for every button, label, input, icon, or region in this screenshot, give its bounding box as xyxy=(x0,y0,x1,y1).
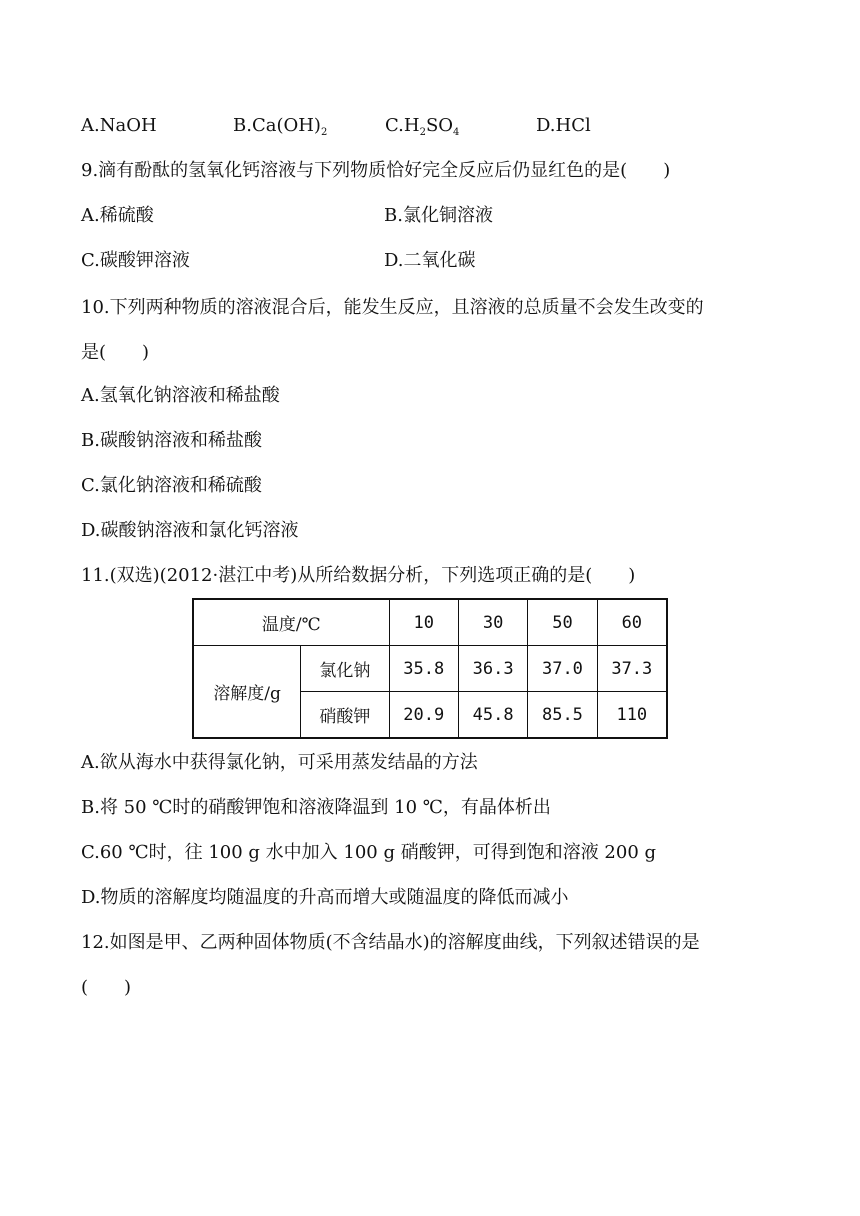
table-value-cell: 36.3 xyxy=(458,646,527,692)
q8-option-a: A.NaOH xyxy=(81,115,157,136)
table-row-group-label: 溶解度/g xyxy=(193,646,301,739)
table-value-cell: 37.0 xyxy=(528,646,597,692)
table-value-cell: 37.3 xyxy=(597,646,667,692)
q9-option-a: A.稀硫酸 xyxy=(81,205,154,226)
table-substance-cell: 硝酸钾 xyxy=(301,692,389,739)
q8-option-b-main: B.Ca(OH) xyxy=(233,115,321,136)
q8-option-c-sub2: 4 xyxy=(453,127,460,138)
q8-options-row xyxy=(81,113,781,139)
q9-options-row2 xyxy=(81,248,781,274)
q9-options-row1 xyxy=(81,203,781,229)
table-value-cell: 85.5 xyxy=(528,692,597,739)
q9-option-d: D.二氧化碳 xyxy=(384,250,476,271)
q8-option-c-sub1: 2 xyxy=(419,127,426,138)
q10-option-a: A.氢氧化钠溶液和稀盐酸 xyxy=(81,385,280,406)
q8-option-c-pre: C.H xyxy=(385,115,420,136)
table-temp-cell: 60 xyxy=(597,599,667,646)
table-value-cell: 45.8 xyxy=(458,692,527,739)
q11-stem: 11.(双选)(2012·湛江中考)从所给数据分析，下列选项正确的是( ) xyxy=(81,565,636,586)
q10-stem-line1: 10.下列两种物质的溶液混合后，能发生反应，且溶液的总质量不会发生改变的 xyxy=(81,297,704,318)
table-temp-cell: 10 xyxy=(389,599,458,646)
q10-option-c: C.氯化钠溶液和稀硫酸 xyxy=(81,475,262,496)
q8-option-b-sub: 2 xyxy=(320,127,328,138)
q10-stem-line2: 是( ) xyxy=(81,342,150,363)
q9-stem: 9.滴有酚酞的氢氧化钙溶液与下列物质恰好完全反应后仍显红色的是( ) xyxy=(81,160,671,181)
q8-option-c-mid: SO xyxy=(425,115,454,136)
q12-stem-line1: 12.如图是甲、乙两种固体物质(不含结晶水)的溶解度曲线，下列叙述错误的是 xyxy=(81,932,700,953)
table-value-cell: 110 xyxy=(597,692,667,739)
q10-option-b: B.碳酸钠溶液和稀盐酸 xyxy=(81,430,262,451)
q8-option-c xyxy=(385,113,459,146)
q9-option-c: C.碳酸钾溶液 xyxy=(81,250,190,271)
table-value-cell: 20.9 xyxy=(389,692,458,739)
q10-option-d: D.碳酸钠溶液和氯化钙溶液 xyxy=(81,520,299,541)
table-header-label: 温度/℃ xyxy=(193,599,389,646)
q8-option-d: D.HCl xyxy=(536,115,591,136)
table-substance-cell: 氯化钠 xyxy=(301,646,389,692)
q8-option-b xyxy=(233,113,327,146)
table-temp-cell: 50 xyxy=(528,599,597,646)
q11-option-a: A.欲从海水中获得氯化钠，可采用蒸发结晶的方法 xyxy=(81,752,478,773)
q9-option-b: B.氯化铜溶液 xyxy=(384,205,493,226)
solubility-table xyxy=(192,598,668,739)
q12-stem-line2: ( ) xyxy=(81,977,132,998)
table-row xyxy=(193,646,667,692)
q11-option-d: D.物质的溶解度均随温度的升高而增大或随温度的降低而减小 xyxy=(81,887,569,908)
q11-option-b: B.将 50 ℃时的硝酸钾饱和溶液降温到 10 ℃，有晶体析出 xyxy=(81,797,551,818)
table-header-row xyxy=(193,599,667,646)
table-value-cell: 35.8 xyxy=(389,646,458,692)
q11-option-c: C.60 ℃时，往 100 g 水中加入 100 g 硝酸钾，可得到饱和溶液 200 g xyxy=(81,842,657,863)
table-temp-cell: 30 xyxy=(458,599,527,646)
